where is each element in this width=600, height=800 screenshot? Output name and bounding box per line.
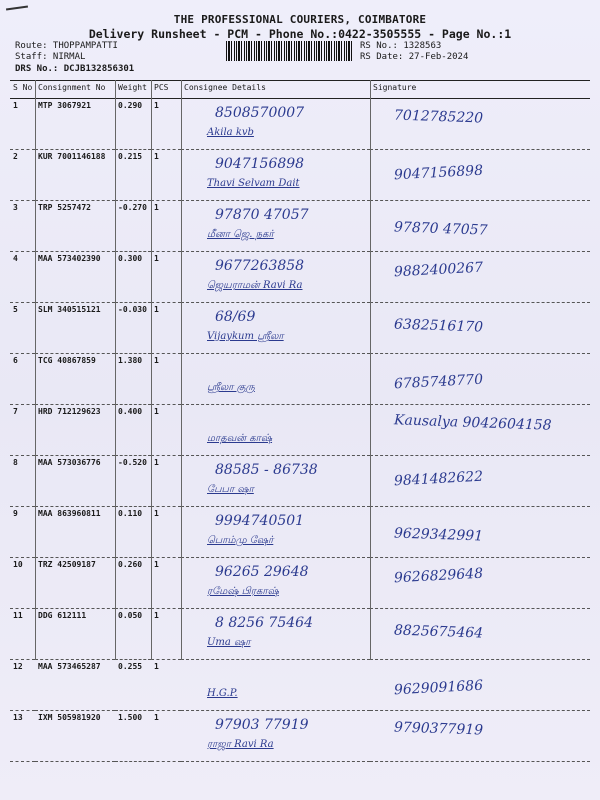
signature-cell [370, 201, 590, 252]
consignee-name-handwritten: Thavi Selvam Dait [207, 178, 300, 189]
pcs-value: 1 [151, 507, 181, 558]
consignee-details [181, 303, 370, 354]
pcs-value: 1 [151, 201, 181, 252]
signature-cell [370, 456, 590, 507]
signature-cell [370, 507, 590, 558]
consignee-phone-handwritten: 8 8256 75464 [215, 615, 313, 631]
consignment-number: SLM 340515121 [35, 303, 115, 354]
col-header-signature: Signature [370, 81, 590, 99]
consignee-name-handwritten: ரமேஷ் பிரகாஷ் [207, 586, 279, 597]
consignment-number: TRZ 42509187 [35, 558, 115, 609]
col-header-sno: S No [10, 81, 35, 99]
signature-handwritten: 9629342991 [393, 525, 484, 545]
row-sno: 7 [10, 405, 35, 456]
consignee-details [181, 150, 370, 201]
pcs-value: 1 [151, 252, 181, 303]
signature-cell [370, 150, 590, 201]
consignee-name-handwritten: மாதவன் காஷ் [207, 433, 273, 444]
signature-handwritten: 97870 47057 [393, 219, 488, 239]
row-sno: 2 [10, 150, 35, 201]
consignee-details [181, 660, 370, 711]
pcs-value: 1 [151, 303, 181, 354]
row-sno: 6 [10, 354, 35, 405]
row-sno: 12 [10, 660, 35, 711]
company-title: THE PROFESSIONAL COURIERS, COIMBATORE [173, 13, 427, 26]
consignee-details [181, 558, 370, 609]
route-label: Route: THOPPAMPATTI [15, 41, 118, 51]
signature-handwritten: 9882400267 [393, 259, 484, 281]
consignee-phone-handwritten: 9677263858 [215, 258, 305, 274]
table-row [10, 201, 590, 252]
signature-handwritten: 9629091686 [393, 677, 484, 699]
consignment-number: DDG 612111 [35, 609, 115, 660]
table-row [10, 354, 590, 405]
consignment-number: HRD 712129623 [35, 405, 115, 456]
barcode [226, 41, 352, 61]
consignment-number: TRP 5257472 [35, 201, 115, 252]
table-row [10, 711, 590, 762]
column-divider [151, 80, 152, 660]
row-sno: 1 [10, 99, 35, 150]
consignee-details [181, 201, 370, 252]
consignment-number: KUR 7001146188 [35, 150, 115, 201]
consignee-name-handwritten: ஜெயராமன் Ravi Ra [207, 280, 303, 291]
pcs-value: 1 [151, 711, 181, 762]
rs-number: RS No.: 1328563 [360, 41, 442, 51]
weight-value: -0.520 [115, 456, 151, 507]
signature-handwritten: 8825675464 [393, 622, 484, 642]
col-header-weight: Weight [115, 81, 151, 99]
consignee-name-handwritten: Vijaykum ஸ்ரீலா [207, 331, 284, 342]
consignment-number: MAA 573465287 [35, 660, 115, 711]
signature-cell [370, 660, 590, 711]
row-sno: 13 [10, 711, 35, 762]
table-row [10, 150, 590, 201]
weight-value: 0.215 [115, 150, 151, 201]
row-sno: 3 [10, 201, 35, 252]
consignee-phone-handwritten: 9994740501 [215, 513, 305, 529]
signature-handwritten: Kausalya 9042604158 [393, 412, 552, 434]
weight-value: 1.500 [115, 711, 151, 762]
signature-cell [370, 99, 590, 150]
consignment-number: MAA 573036776 [35, 456, 115, 507]
table-row [10, 558, 590, 609]
consignee-phone-handwritten: 68/69 [215, 309, 256, 325]
consignee-details [181, 711, 370, 762]
signature-cell [370, 609, 590, 660]
pcs-value: 1 [151, 150, 181, 201]
weight-value: -0.030 [115, 303, 151, 354]
column-divider [181, 80, 182, 660]
signature-handwritten: 9047156898 [393, 162, 484, 184]
consignee-phone-handwritten: 88585 - 86738 [215, 462, 318, 478]
drs-number: DRS No.: DCJB132856301 [15, 64, 135, 74]
row-sno: 5 [10, 303, 35, 354]
column-divider [370, 80, 371, 660]
table-row [10, 609, 590, 660]
consignee-details [181, 405, 370, 456]
consignee-name-handwritten: மீனா ஜெ. நகர் [207, 229, 274, 240]
signature-cell [370, 405, 590, 456]
signature-cell [370, 303, 590, 354]
signature-handwritten: 9841482622 [393, 468, 484, 490]
rs-date: RS Date: 27-Feb-2024 [360, 52, 469, 62]
consignee-name-handwritten: H.G.P. [207, 688, 238, 699]
row-sno: 10 [10, 558, 35, 609]
pcs-value: 1 [151, 456, 181, 507]
col-header-consignment: Consignment No [35, 81, 115, 99]
table-row [10, 303, 590, 354]
pcs-value: 1 [151, 99, 181, 150]
runsheet-table [10, 80, 590, 762]
table-row [10, 252, 590, 303]
weight-value: 0.300 [115, 252, 151, 303]
weight-value: 0.110 [115, 507, 151, 558]
staff-label: Staff: NIRMAL [15, 52, 86, 62]
consignee-details [181, 609, 370, 660]
pcs-value: 1 [151, 660, 181, 711]
signature-cell [370, 558, 590, 609]
weight-value: 1.380 [115, 354, 151, 405]
row-sno: 11 [10, 609, 35, 660]
consignment-number: MAA 573402390 [35, 252, 115, 303]
table-row [10, 660, 590, 711]
consignee-name-handwritten: பேபா ஷா [207, 484, 254, 495]
signature-handwritten: 6382516170 [393, 316, 484, 336]
consignee-details [181, 507, 370, 558]
consignment-number: TCG 40867859 [35, 354, 115, 405]
table-row [10, 99, 590, 150]
pcs-value: 1 [151, 405, 181, 456]
row-sno: 4 [10, 252, 35, 303]
consignee-phone-handwritten: 9047156898 [215, 156, 305, 172]
consignment-number: MTP 3067921 [35, 99, 115, 150]
table-row [10, 507, 590, 558]
consignee-phone-handwritten: 8508570007 [215, 105, 305, 121]
consignee-phone-handwritten: 96265 29648 [215, 564, 309, 580]
signature-cell [370, 252, 590, 303]
weight-value: 0.050 [115, 609, 151, 660]
weight-value: -0.270 [115, 201, 151, 252]
table-row [10, 405, 590, 456]
row-sno: 9 [10, 507, 35, 558]
consignee-name-handwritten: Akila kvb [207, 127, 254, 138]
weight-value: 0.255 [115, 660, 151, 711]
consignee-phone-handwritten: 97903 77919 [215, 717, 309, 733]
col-header-pcs: PCS [151, 81, 181, 99]
signature-handwritten: 9626829648 [393, 565, 484, 587]
table-header-row [10, 81, 590, 99]
consignee-details [181, 99, 370, 150]
consignee-name-handwritten: பொம்மு ஷேர் [207, 535, 274, 546]
signature-handwritten: 6785748770 [393, 371, 484, 393]
pcs-value: 1 [151, 354, 181, 405]
weight-value: 0.290 [115, 99, 151, 150]
signature-cell [370, 354, 590, 405]
row-sno: 8 [10, 456, 35, 507]
table-row [10, 456, 590, 507]
col-header-consignee: Consignee Details [181, 81, 370, 99]
consignment-number: MAA 863960811 [35, 507, 115, 558]
pcs-value: 1 [151, 609, 181, 660]
consignee-details [181, 252, 370, 303]
runsheet-subtitle: Delivery Runsheet - PCM - Phone No.:0422-3505555 - Page No.:1 [88, 27, 512, 41]
pcs-value: 1 [151, 558, 181, 609]
consignee-name-handwritten: ராஜா Ravi Ra [207, 739, 274, 750]
consignee-name-handwritten: Uma ஷா [207, 637, 251, 648]
consignee-details [181, 456, 370, 507]
signature-cell [370, 711, 590, 762]
consignee-name-handwritten: ஸ்ரீலா குரு [207, 382, 255, 393]
signature-handwritten: 9790377919 [393, 719, 484, 739]
consignment-number: IXM 505981920 [35, 711, 115, 762]
consignee-details [181, 354, 370, 405]
consignee-phone-handwritten: 97870 47057 [215, 207, 309, 223]
column-divider [35, 80, 36, 660]
staple-mark [0, 0, 34, 14]
column-divider [115, 80, 116, 660]
weight-value: 0.260 [115, 558, 151, 609]
signature-handwritten: 7012785220 [393, 107, 484, 127]
weight-value: 0.400 [115, 405, 151, 456]
